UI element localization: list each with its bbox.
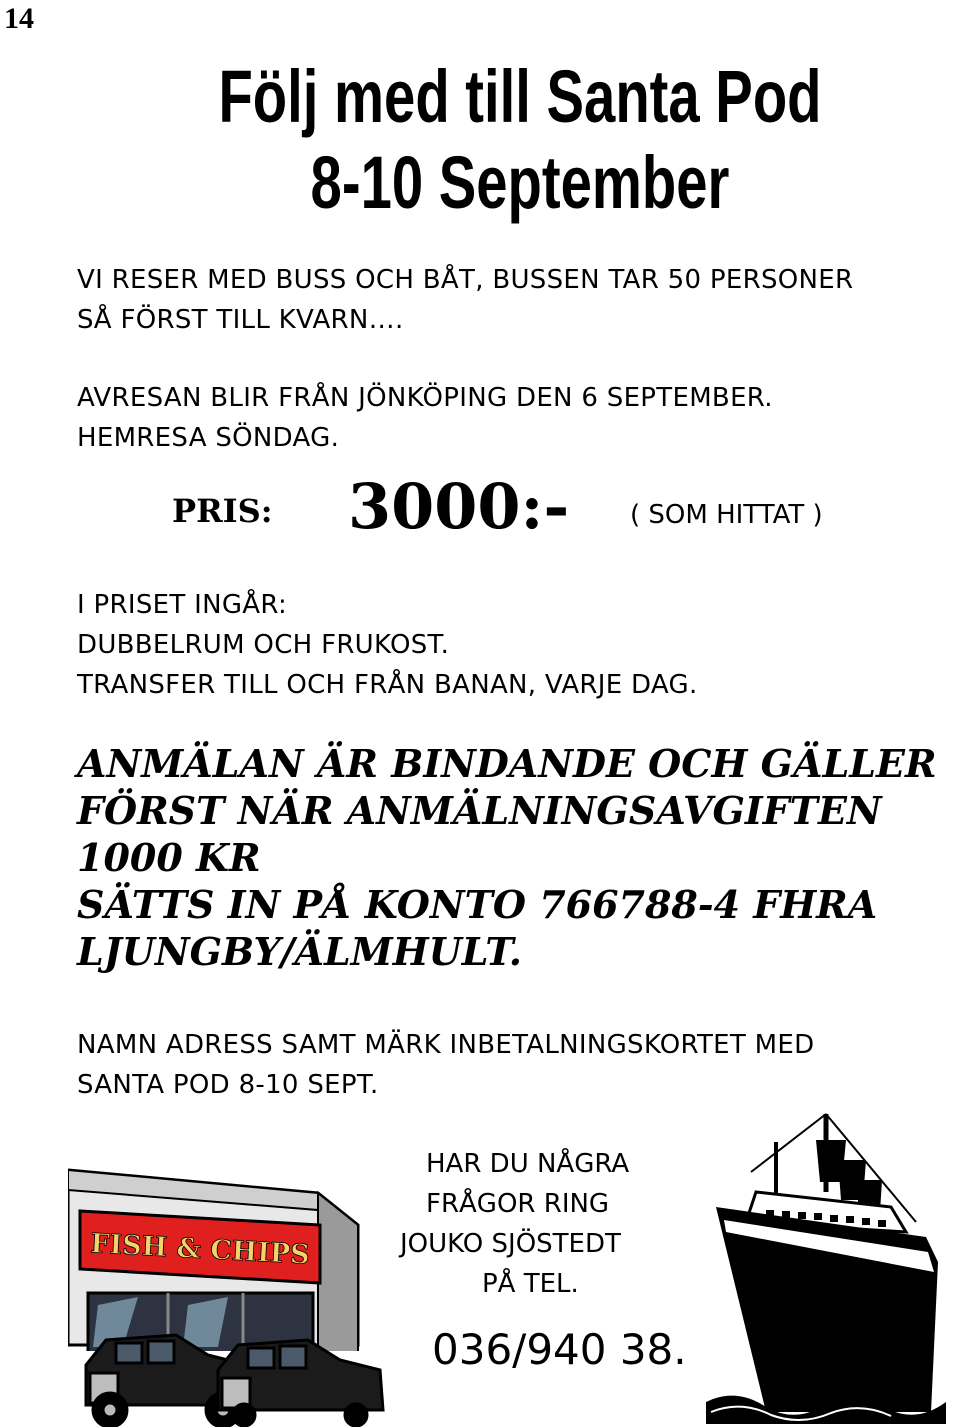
return-line: HEMRESA SÖNDAG. — [77, 423, 340, 453]
departure-line: AVRESAN BLIR FRÅN JÖNKÖPING DEN 6 SEPTEMBER. — [77, 383, 773, 413]
ocean-liner-icon — [706, 1112, 946, 1424]
payment-note-line-2: SANTA POD 8-10 SEPT. — [77, 1070, 379, 1100]
price-label: PRIS: — [172, 492, 273, 530]
registration-line-1: ANMÄLAN ÄR BINDANDE OCH GÄLLER — [77, 741, 937, 786]
included-item-transfer: TRANSFER TILL OCH FRÅN BANAN, VARJE DAG. — [77, 670, 698, 700]
headline-line-1: Följ med till Santa Pod — [218, 55, 822, 138]
contact-line-4: PÅ TEL. — [482, 1269, 579, 1299]
contact-line-2: FRÅGOR RING — [426, 1189, 610, 1219]
registration-line-5: LJUNGBY/ÄLMHULT. — [77, 929, 523, 974]
contact-name: JOUKO SJÖSTEDT — [400, 1229, 621, 1259]
headline-line-2: 8-10 September — [310, 141, 730, 224]
intro-line-1: VI RESER MED BUSS OCH BÅT, BUSSEN TAR 50 PERSONER — [77, 265, 854, 295]
price-value: 3000:- — [348, 470, 570, 543]
registration-line-3: 1000 KR — [77, 835, 261, 880]
payment-note-line-1: NAMN ADRESS SAMT MÄRK INBETALNINGSKORTET MED — [77, 1030, 815, 1060]
contact-line-1: HAR DU NÅGRA — [426, 1149, 630, 1179]
intro-line-2: SÅ FÖRST TILL KVARN…. — [77, 305, 404, 335]
shop-sign-text: FISH & CHIPS — [89, 1228, 311, 1271]
included-heading: I PRISET INGÅR: — [77, 590, 287, 620]
contact-phone: 036/940 38. — [432, 1325, 687, 1374]
fish-and-chips-shop-icon — [68, 1165, 393, 1427]
price-note: ( SOM HITTAT ) — [630, 500, 823, 530]
registration-line-2: FÖRST NÄR ANMÄLNINGSAVGIFTEN — [77, 788, 882, 833]
included-item-room: DUBBELRUM OCH FRUKOST. — [77, 630, 450, 660]
registration-line-4: SÄTTS IN PÅ KONTO 766788-4 FHRA — [77, 882, 878, 927]
page-number: 14 — [4, 2, 34, 35]
